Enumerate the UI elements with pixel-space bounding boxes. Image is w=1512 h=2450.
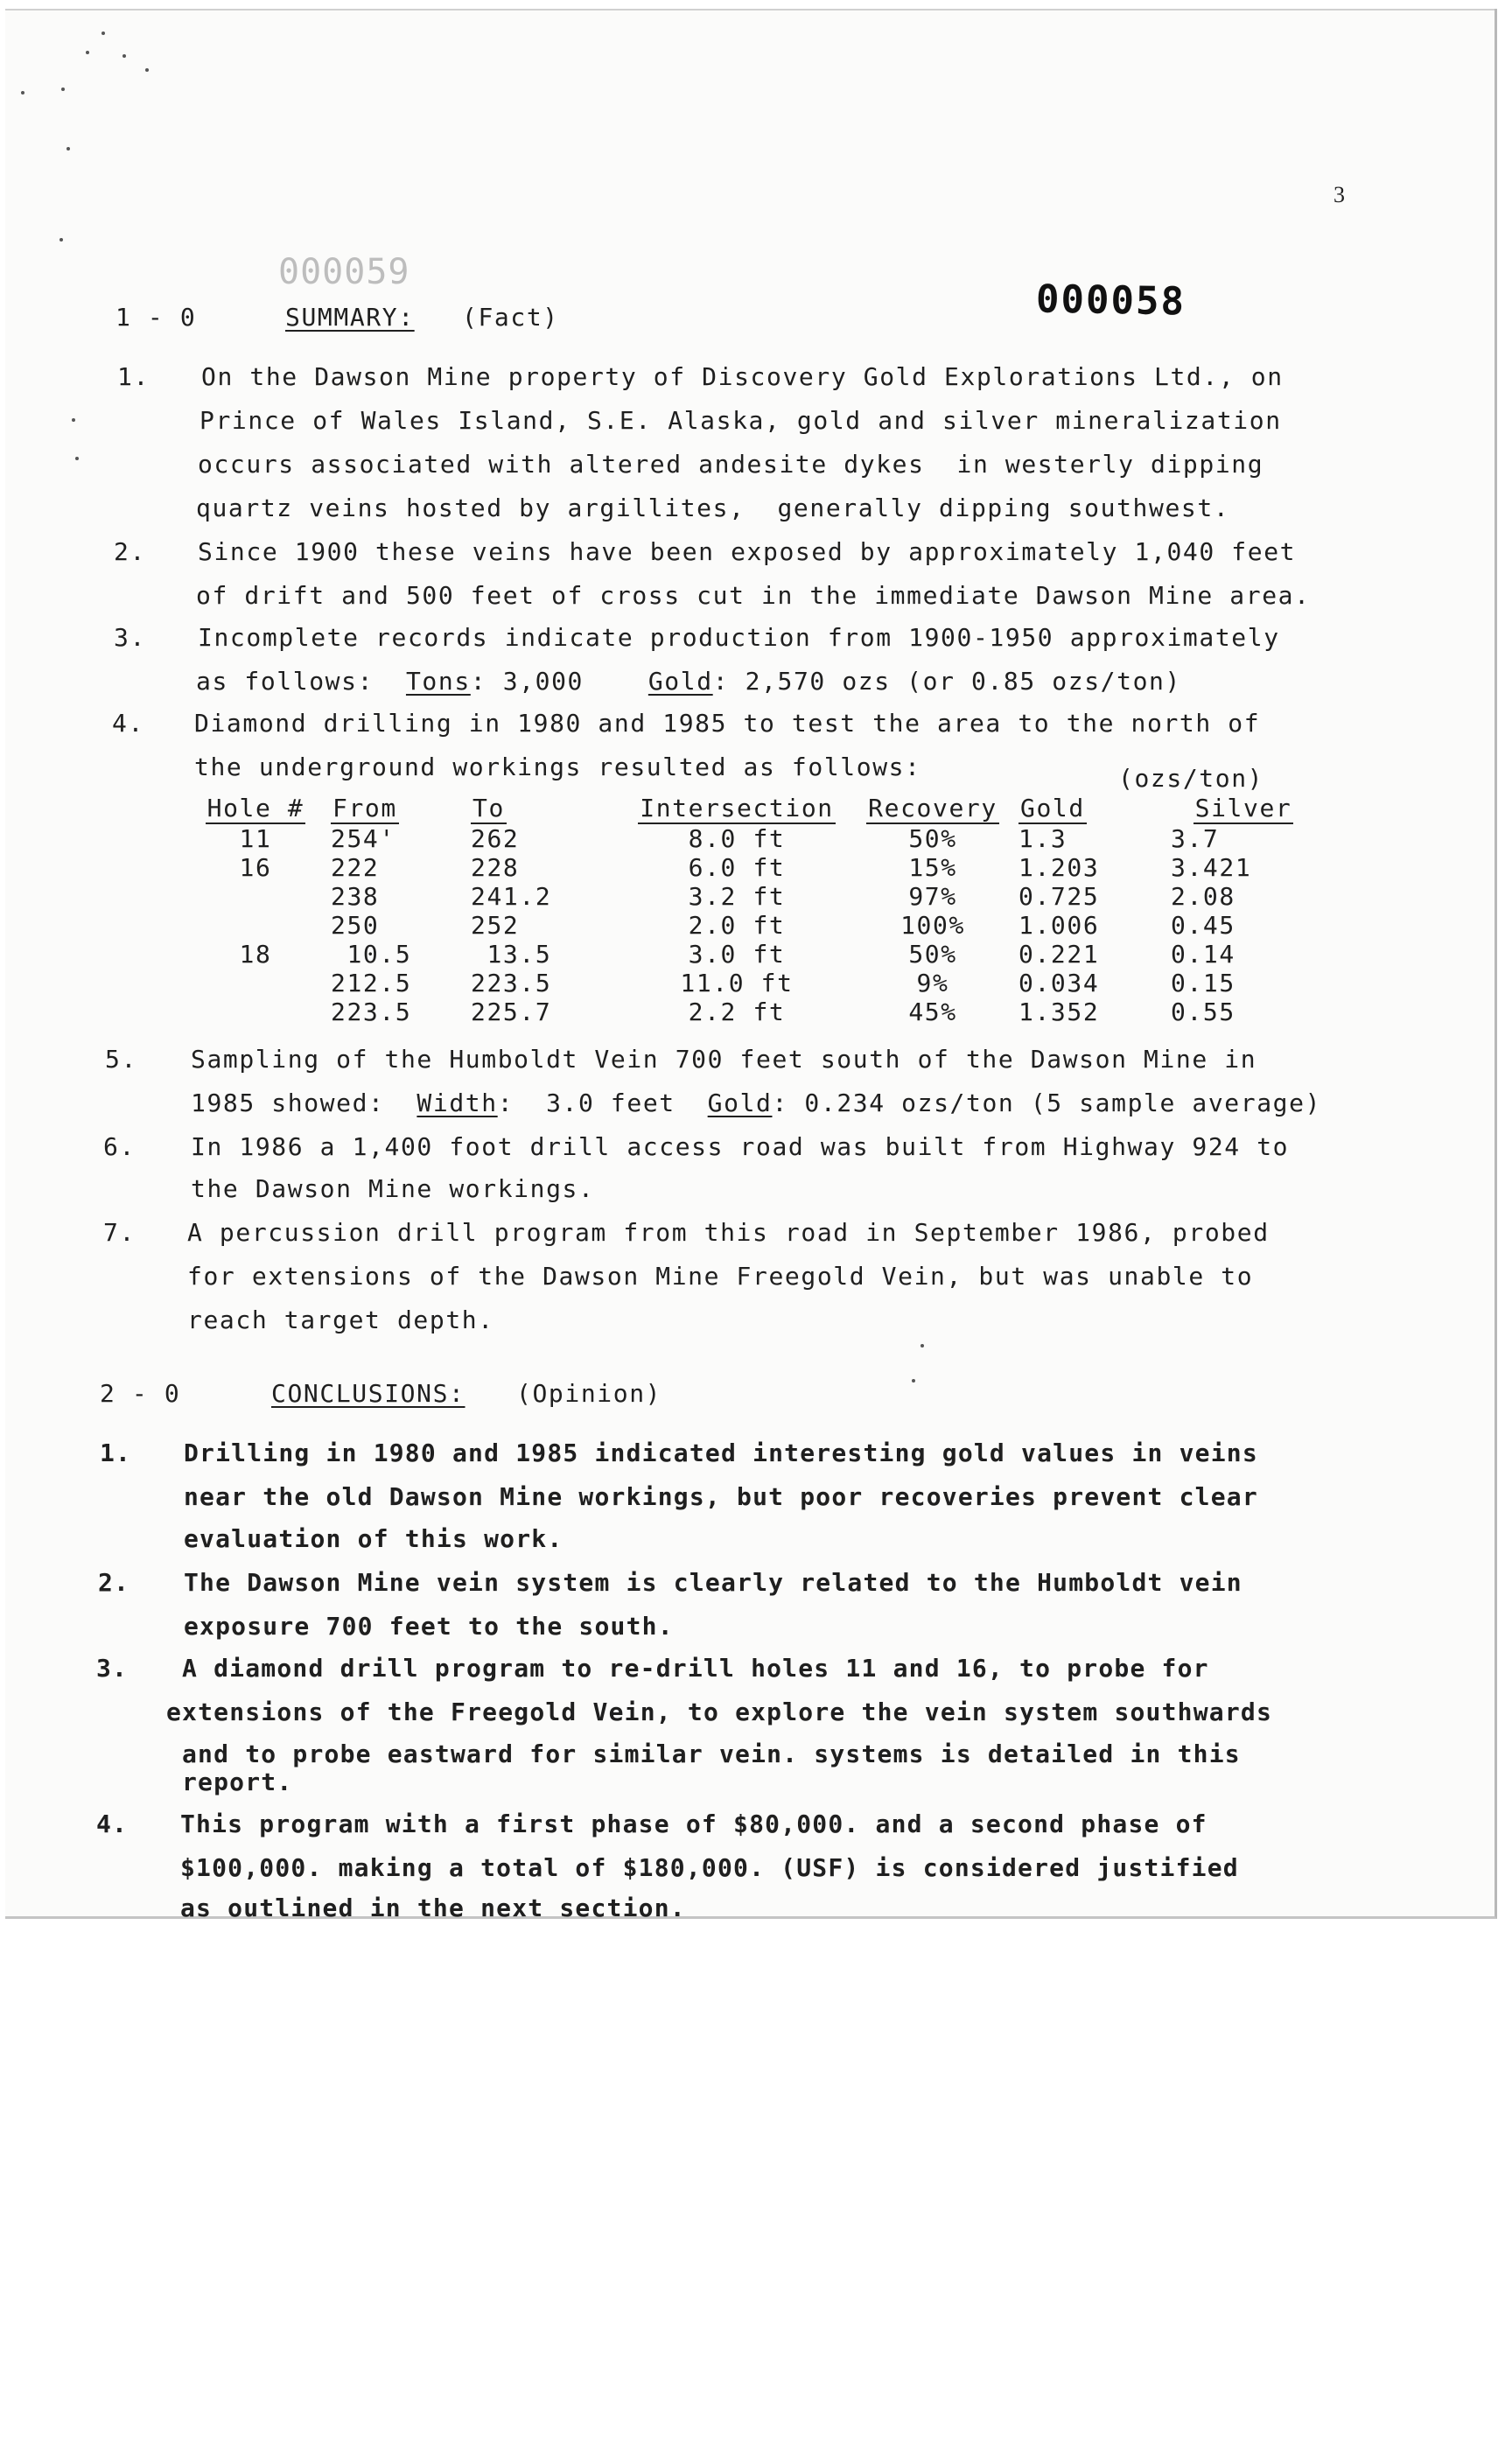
gold-cell: 0.034 (1018, 969, 1100, 998)
gold-cell: 0.725 (1018, 882, 1100, 911)
summary-item-line: In 1986 a 1,400 foot drill access road was built from Highway 924 to (191, 1132, 1290, 1161)
table-row (187, 940, 1320, 969)
conclusion-item-number: 1. (100, 1438, 132, 1467)
conclusion-item-line: $100,000. making a total of $180,000. (USF) is considered justified (180, 1853, 1239, 1882)
hole-cell: 16 (239, 853, 272, 882)
column-header-gold: Gold (1020, 794, 1085, 822)
gold-label: Gold (648, 667, 713, 696)
summary-item-line: Sampling of the Humboldt Vein 700 feet south of the Dawson Mine in (191, 1045, 1257, 1074)
conclusions-heading: CONCLUSIONS: (271, 1379, 466, 1408)
conclusion-item-line: evaluation of this work. (184, 1524, 564, 1553)
table-row (187, 853, 1320, 882)
intersection-cell: 3.0 ft (688, 940, 786, 969)
table-row (187, 882, 1320, 911)
sample-gold-label: Gold (707, 1088, 773, 1117)
from-cell: 254' (331, 824, 396, 853)
scan-speck (66, 147, 70, 150)
conclusion-item-line: A diamond drill program to re-drill holes 11 and 16, to probe for (182, 1654, 1209, 1683)
table-row (187, 911, 1320, 940)
conclusion-item-line: near the old Dawson Mine workings, but poor recoveries prevent clear (184, 1482, 1258, 1511)
summary-item-line: Diamond drilling in 1980 and 1985 to test the area to the north of (194, 709, 1261, 738)
intersection-cell: 11.0 ft (680, 969, 794, 998)
conclusion-item-line: Drilling in 1980 and 1985 indicated interesting gold values in veins (184, 1438, 1258, 1467)
conclusion-item-line: and to probe eastward for similar vein. systems is detailed in this (182, 1740, 1241, 1768)
scan-speck (60, 238, 63, 242)
summary-item-number: 7. (103, 1218, 136, 1247)
intersection-cell: 2.0 ft (688, 911, 786, 940)
to-cell: 13.5 (471, 940, 552, 969)
table-header-row (187, 793, 1320, 824)
summary-item-line: A percussion drill program from this road in September 1986, probed (187, 1218, 1270, 1247)
drill-results-table (187, 793, 1320, 1026)
summary-item-number: 1. (117, 362, 150, 391)
summary-item-line: the underground workings resulted as follows: (194, 752, 921, 781)
scan-speck (61, 88, 65, 91)
summary-item-line: reach target depth. (187, 1306, 494, 1334)
conclusion-item-line: exposure 700 feet to the south. (184, 1612, 674, 1641)
scan-speck (75, 457, 79, 460)
conclusion-item-line: This program with a first phase of $80,000. and a second phase of (180, 1810, 1208, 1838)
from-cell: 250 (331, 911, 380, 940)
scan-speck (102, 32, 105, 35)
sample-gold-value: : 0.234 ozs/ton (5 sample average) (772, 1088, 1322, 1117)
summary-item-number: 2. (114, 537, 146, 566)
from-cell: 10.5 (331, 940, 412, 969)
hole-cell (187, 969, 324, 998)
summary-heading: SUMMARY: (285, 303, 415, 332)
table-row (187, 998, 1320, 1026)
to-cell: 241.2 (471, 882, 552, 911)
page-edge (5, 9, 1494, 10)
summary-item-number: 6. (103, 1132, 136, 1161)
recovery-cell: 50% (908, 824, 957, 853)
silver-cell: 0.15 (1171, 969, 1236, 998)
summary-section-number: 1 - 0 (116, 303, 197, 332)
silver-cell: 3.421 (1171, 853, 1252, 882)
to-cell: 262 (471, 824, 520, 853)
summary-item-line: the Dawson Mine workings. (191, 1174, 595, 1203)
gold-cell: 1.006 (1018, 911, 1100, 940)
faint-document-stamp: 000059 (278, 252, 410, 292)
summary-item-line: Since 1900 these veins have been exposed by approximately 1,040 feet (198, 537, 1297, 566)
page-number: 3 (1334, 182, 1345, 207)
tons-value: : 3,000 (470, 667, 648, 696)
hole-cell: 11 (239, 824, 272, 853)
conclusion-item-line: report. (182, 1768, 293, 1796)
assay-unit-header: (ozs/ton) (1118, 764, 1264, 793)
to-cell: 223.5 (471, 969, 552, 998)
intersection-cell: 6.0 ft (688, 853, 786, 882)
from-cell: 222 (331, 853, 380, 882)
silver-cell: 3.7 (1171, 824, 1220, 853)
conclusion-item-number: 2. (98, 1568, 130, 1597)
scan-speck (122, 54, 126, 58)
column-header-recovery: Recovery (868, 794, 998, 822)
conclusion-item-line: extensions of the Freegold Vein, to explore the vein system southwards (166, 1698, 1273, 1726)
table-row (187, 969, 1320, 998)
summary-item-line: quartz veins hosted by argillites, generally dipping southwest. (196, 494, 1230, 522)
conclusion-item-number: 4. (96, 1810, 129, 1838)
summary-item-line: for extensions of the Dawson Mine Freegold Vein, but was unable to (187, 1262, 1254, 1291)
document-control-number: 000058 (1035, 276, 1186, 325)
recovery-cell: 100% (900, 911, 965, 940)
to-cell: 252 (471, 911, 520, 940)
summary-item-number: 5. (105, 1045, 137, 1074)
conclusion-item-line: as outlined in the next section. (180, 1894, 686, 1922)
summary-qualifier: (Fact) (462, 303, 559, 332)
summary-item-line: occurs associated with altered andesite dykes in westerly dipping (198, 450, 1264, 479)
gold-cell: 1.352 (1018, 998, 1100, 1026)
column-header-hole: Hole # (206, 794, 304, 822)
gold-cell: 1.3 (1018, 824, 1068, 853)
hole-cell (187, 911, 324, 940)
to-cell: 228 (471, 853, 520, 882)
recovery-cell: 15% (908, 853, 957, 882)
intersection-cell: 3.2 ft (688, 882, 786, 911)
recovery-cell: 97% (908, 882, 957, 911)
summary-item-number: 3. (114, 623, 146, 652)
scan-speck (920, 1344, 924, 1348)
recovery-cell: 45% (908, 998, 957, 1026)
summary-item-line: On the Dawson Mine property of Discovery Gold Explorations Ltd., on (201, 362, 1284, 391)
from-cell: 238 (331, 882, 380, 911)
summary-item-line: of drift and 500 feet of cross cut in the immediate Dawson Mine area. (196, 581, 1311, 610)
humboldt-sample-line (191, 1082, 1321, 1124)
conclusions-qualifier: (Opinion) (516, 1379, 662, 1408)
intersection-cell: 2.2 ft (688, 998, 786, 1026)
column-header-intersection: Intersection (640, 794, 834, 822)
scan-speck (912, 1379, 915, 1382)
conclusion-item-number: 3. (96, 1654, 129, 1683)
column-header-to: To (472, 794, 505, 822)
gold-value: : 2,570 ozs (or 0.85 ozs/ton) (712, 667, 1181, 696)
production-line (196, 660, 1181, 703)
to-cell: 225.7 (471, 998, 552, 1026)
gold-cell: 0.221 (1018, 940, 1100, 969)
conclusions-section-number: 2 - 0 (100, 1379, 181, 1408)
scan-speck (72, 418, 75, 422)
hole-cell (187, 882, 324, 911)
scan-speck (86, 51, 89, 54)
recovery-cell: 9% (916, 969, 949, 998)
summary-item-line: Prince of Wales Island, S.E. Alaska, gold and silver mineralization (200, 406, 1282, 435)
column-header-from: From (332, 794, 397, 822)
silver-cell: 0.55 (1171, 998, 1236, 1026)
from-cell: 223.5 (331, 998, 412, 1026)
summary-item-line: Incomplete records indicate production from 1900-1950 approximately (198, 623, 1280, 652)
summary-item-number: 4. (112, 709, 144, 738)
from-cell: 212.5 (331, 969, 412, 998)
table-row (187, 824, 1320, 853)
intersection-cell: 8.0 ft (688, 824, 786, 853)
width-value: : 3.0 feet (497, 1088, 708, 1117)
recovery-cell: 50% (908, 940, 957, 969)
silver-cell: 0.14 (1171, 940, 1236, 969)
scan-speck (21, 91, 24, 94)
production-prefix: as follows: (196, 667, 406, 696)
hole-cell: 18 (239, 940, 272, 969)
hole-cell (187, 998, 324, 1026)
gold-cell: 1.203 (1018, 853, 1100, 882)
sample-prefix: 1985 showed: (191, 1088, 417, 1117)
column-header-silver: Silver (1194, 794, 1292, 822)
silver-cell: 2.08 (1171, 882, 1236, 911)
tons-label: Tons (405, 667, 471, 696)
scan-speck (145, 68, 149, 72)
conclusion-item-line: The Dawson Mine vein system is clearly related to the Humboldt vein (184, 1568, 1242, 1597)
width-label: Width (416, 1088, 498, 1117)
silver-cell: 0.45 (1171, 911, 1236, 940)
